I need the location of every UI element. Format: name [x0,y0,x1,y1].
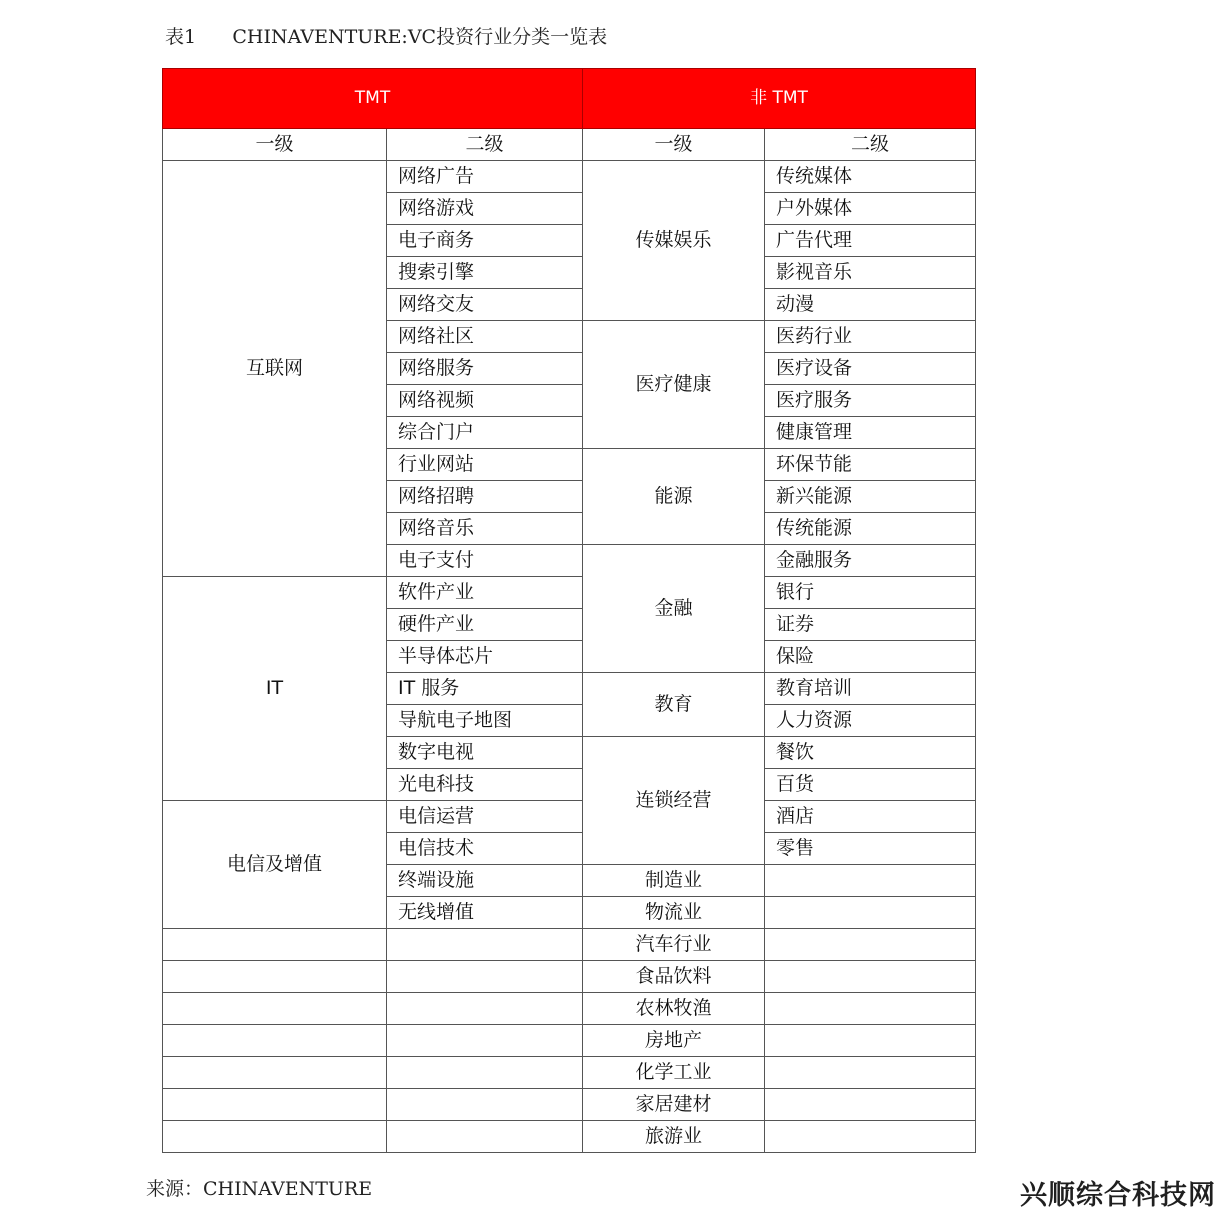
table-row [163,1089,976,1121]
tmt-level2-cell: 网络游戏 [387,193,583,225]
non-tmt-level1-cell: 农林牧渔 [583,993,765,1025]
empty-cell [163,1025,387,1057]
tmt-level1-cell: 电信及增值 [163,801,387,929]
non-tmt-level1-cell: 化学工业 [583,1057,765,1089]
tmt-level2-header: 二级 [387,129,583,161]
non-tmt-level1-cell: 旅游业 [583,1121,765,1153]
empty-cell [163,961,387,993]
tmt-level2-cell: 电信运营 [387,801,583,833]
empty-cell [387,1089,583,1121]
empty-cell [765,1057,976,1089]
empty-cell [163,1121,387,1153]
empty-cell [765,1089,976,1121]
tmt-level2-cell: 电子商务 [387,225,583,257]
empty-cell [765,961,976,993]
tmt-level2-cell: 光电科技 [387,769,583,801]
empty-cell [387,993,583,1025]
non-tmt-level2-cell: 百货 [765,769,976,801]
empty-cell [387,1057,583,1089]
non-tmt-level1-cell: 金融 [583,545,765,673]
caption-title: CHINAVENTURE:VC投资行业分类一览表 [232,26,608,48]
non-tmt-level2-cell: 金融服务 [765,545,976,577]
tmt-level1-header: 一级 [163,129,387,161]
tmt-level2-cell: 网络广告 [387,161,583,193]
tmt-level2-cell: 搜索引擎 [387,257,583,289]
non-tmt-level1-cell: 教育 [583,673,765,737]
tmt-level2-cell: 电信技术 [387,833,583,865]
table-row [163,1025,976,1057]
empty-cell [387,961,583,993]
table-row [163,161,976,193]
non-tmt-level2-cell: 保险 [765,641,976,673]
non-tmt-level2-cell: 银行 [765,577,976,609]
table-row [163,961,976,993]
non-tmt-level2-cell: 环保节能 [765,449,976,481]
level-header-row [163,129,976,161]
tmt-level2-cell: IT 服务 [387,673,583,705]
non-tmt-level2-cell: 新兴能源 [765,481,976,513]
tmt-level1-cell: 互联网 [163,161,387,577]
empty-cell [765,929,976,961]
tmt-level2-cell: 综合门户 [387,417,583,449]
non-tmt-level2-cell: 证券 [765,609,976,641]
source-note: 来源：CHINAVENTURE [146,1178,373,1200]
table-caption [165,22,607,49]
tmt-level2-cell: 硬件产业 [387,609,583,641]
non-tmt-level2-cell: 医疗服务 [765,385,976,417]
group-header-row [163,69,976,129]
tmt-level1-cell: IT [163,577,387,801]
tmt-level2-cell: 行业网站 [387,449,583,481]
non-tmt-level1-cell: 汽车行业 [583,929,765,961]
non-tmt-level2-cell: 医药行业 [765,321,976,353]
non-tmt-level2-cell: 动漫 [765,289,976,321]
tmt-level2-cell: 网络视频 [387,385,583,417]
non-tmt-level1-cell: 物流业 [583,897,765,929]
non-tmt-level2-cell: 传统能源 [765,513,976,545]
non-tmt-group-header: 非 TMT [583,69,976,129]
table-row [163,1057,976,1089]
watermark-text: 兴顺综合科技网 [1020,1180,1216,1211]
non-tmt-level2-cell: 餐饮 [765,737,976,769]
table-row [163,1121,976,1153]
non-tmt-level2-cell: 户外媒体 [765,193,976,225]
non-tmt-level1-cell: 食品饮料 [583,961,765,993]
non-tmt-level2-header: 二级 [765,129,976,161]
caption-label: 表1 [165,26,197,48]
empty-cell [163,929,387,961]
tmt-level2-cell: 软件产业 [387,577,583,609]
table-row [163,801,976,833]
non-tmt-level2-cell: 零售 [765,833,976,865]
table-row [163,993,976,1025]
non-tmt-level2-cell: 酒店 [765,801,976,833]
empty-cell [765,865,976,897]
non-tmt-level1-cell: 医疗健康 [583,321,765,449]
tmt-group-header: TMT [163,69,583,129]
table-row [163,577,976,609]
table-row [163,929,976,961]
non-tmt-level1-cell: 家居建材 [583,1089,765,1121]
non-tmt-level2-cell: 影视音乐 [765,257,976,289]
non-tmt-level1-cell: 传媒娱乐 [583,161,765,321]
empty-cell [765,993,976,1025]
non-tmt-level2-cell: 医疗设备 [765,353,976,385]
empty-cell [387,929,583,961]
non-tmt-level1-cell: 连锁经营 [583,737,765,865]
empty-cell [765,897,976,929]
tmt-level2-cell: 网络招聘 [387,481,583,513]
tmt-level2-cell: 无线增值 [387,897,583,929]
industry-classification-table [162,68,976,1153]
tmt-level2-cell: 数字电视 [387,737,583,769]
empty-cell [163,1089,387,1121]
non-tmt-level2-cell: 健康管理 [765,417,976,449]
empty-cell [765,1121,976,1153]
tmt-level2-cell: 电子支付 [387,545,583,577]
tmt-level2-cell: 半导体芯片 [387,641,583,673]
tmt-level2-cell: 导航电子地图 [387,705,583,737]
non-tmt-level1-header: 一级 [583,129,765,161]
non-tmt-level1-cell: 房地产 [583,1025,765,1057]
tmt-level2-cell: 终端设施 [387,865,583,897]
empty-cell [387,1121,583,1153]
non-tmt-level2-cell: 广告代理 [765,225,976,257]
non-tmt-level2-cell: 人力资源 [765,705,976,737]
non-tmt-level2-cell: 教育培训 [765,673,976,705]
tmt-level2-cell: 网络服务 [387,353,583,385]
empty-cell [387,1025,583,1057]
tmt-level2-cell: 网络音乐 [387,513,583,545]
tmt-level2-cell: 网络社区 [387,321,583,353]
empty-cell [163,993,387,1025]
non-tmt-level1-cell: 能源 [583,449,765,545]
non-tmt-level2-cell: 传统媒体 [765,161,976,193]
empty-cell [765,1025,976,1057]
empty-cell [163,1057,387,1089]
non-tmt-level1-cell: 制造业 [583,865,765,897]
tmt-level2-cell: 网络交友 [387,289,583,321]
